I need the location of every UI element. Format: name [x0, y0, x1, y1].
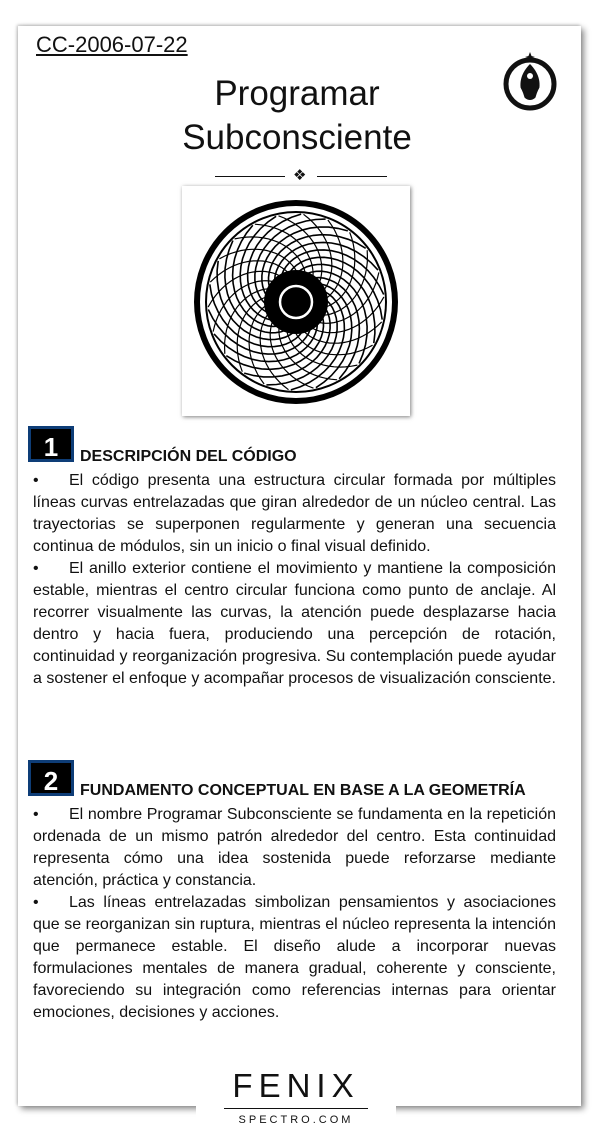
section-2-title: FUNDAMENTO CONCEPTUAL EN BASE A LA GEOMETRÍA [80, 782, 526, 799]
title-line-2: Subconsciente [182, 118, 412, 157]
brand-logo [196, 1062, 396, 1132]
section-2-paragraph: • El nombre Programar Subconsciente se fundamenta en la repetición ordenada de un mismo patrón alrededor del centro. Esta continuidad representa cómo una idea sostenida puede reforzarse mediante atención, práctica y constancia. [33, 806, 556, 889]
divider-line-left [215, 176, 285, 177]
title-line-1: Programar [214, 74, 380, 113]
section-1-number: 1 [28, 426, 74, 462]
artwork-frame [182, 186, 410, 416]
page-title [0, 72, 594, 160]
spiral-mandala-icon [182, 186, 410, 416]
bullet-icon: • [33, 806, 39, 823]
section-1-title: DESCRIPCIÓN DEL CÓDIGO [80, 448, 297, 465]
divider-line-right [317, 176, 387, 177]
brand-website: SPECTRO.COM [238, 1114, 354, 1126]
section-2-number: 2 [28, 760, 74, 796]
diamond-ornament-icon: ❖ [293, 167, 307, 184]
section-2-body [33, 804, 556, 1024]
brand-name: FENIX [232, 1067, 360, 1104]
bullet-icon: • [33, 472, 39, 489]
section-1-paragraph: • El código presenta una estructura circular formada por múltiples líneas curvas entrelazadas que giran alrededor de un núcleo central. Las trayectorias se superponen regularmente y generan una secuencia continua de módulos, sin un inicio o final visual definido. [33, 472, 556, 555]
section-1-paragraph: • El anillo exterior contiene el movimiento y mantiene la composición estable, mientras el centro circular funciona como punto de anclaje. Al recorrer visualmente las curvas, la atención puede desplazarse hacia dentro y hacia fuera, produciendo una percepción de rotación, continuidad y reorganización progresiva. Su contemplación puede ayudar a sostener el enfoque y acompañar procesos de visualización consciente. [33, 560, 556, 687]
bullet-icon: • [33, 560, 39, 577]
document-code: CC-2006-07-22 [36, 32, 188, 57]
bullet-icon: • [33, 894, 39, 911]
title-divider [215, 167, 387, 184]
section-1-body [33, 470, 556, 690]
section-2-paragraph: • Las líneas entrelazadas simbolizan pensamientos y asociaciones que se reorganizan sin ruptura, mientras el núcleo representa la intención que permanece estable. El diseño alude a incorporar nuevas formulaciones mentales de manera gradual, coherente y consciente, favoreciendo su integración como referencias internas para orientar emociones, decisiones y acciones. [33, 894, 556, 1021]
brand-rule [224, 1108, 368, 1109]
